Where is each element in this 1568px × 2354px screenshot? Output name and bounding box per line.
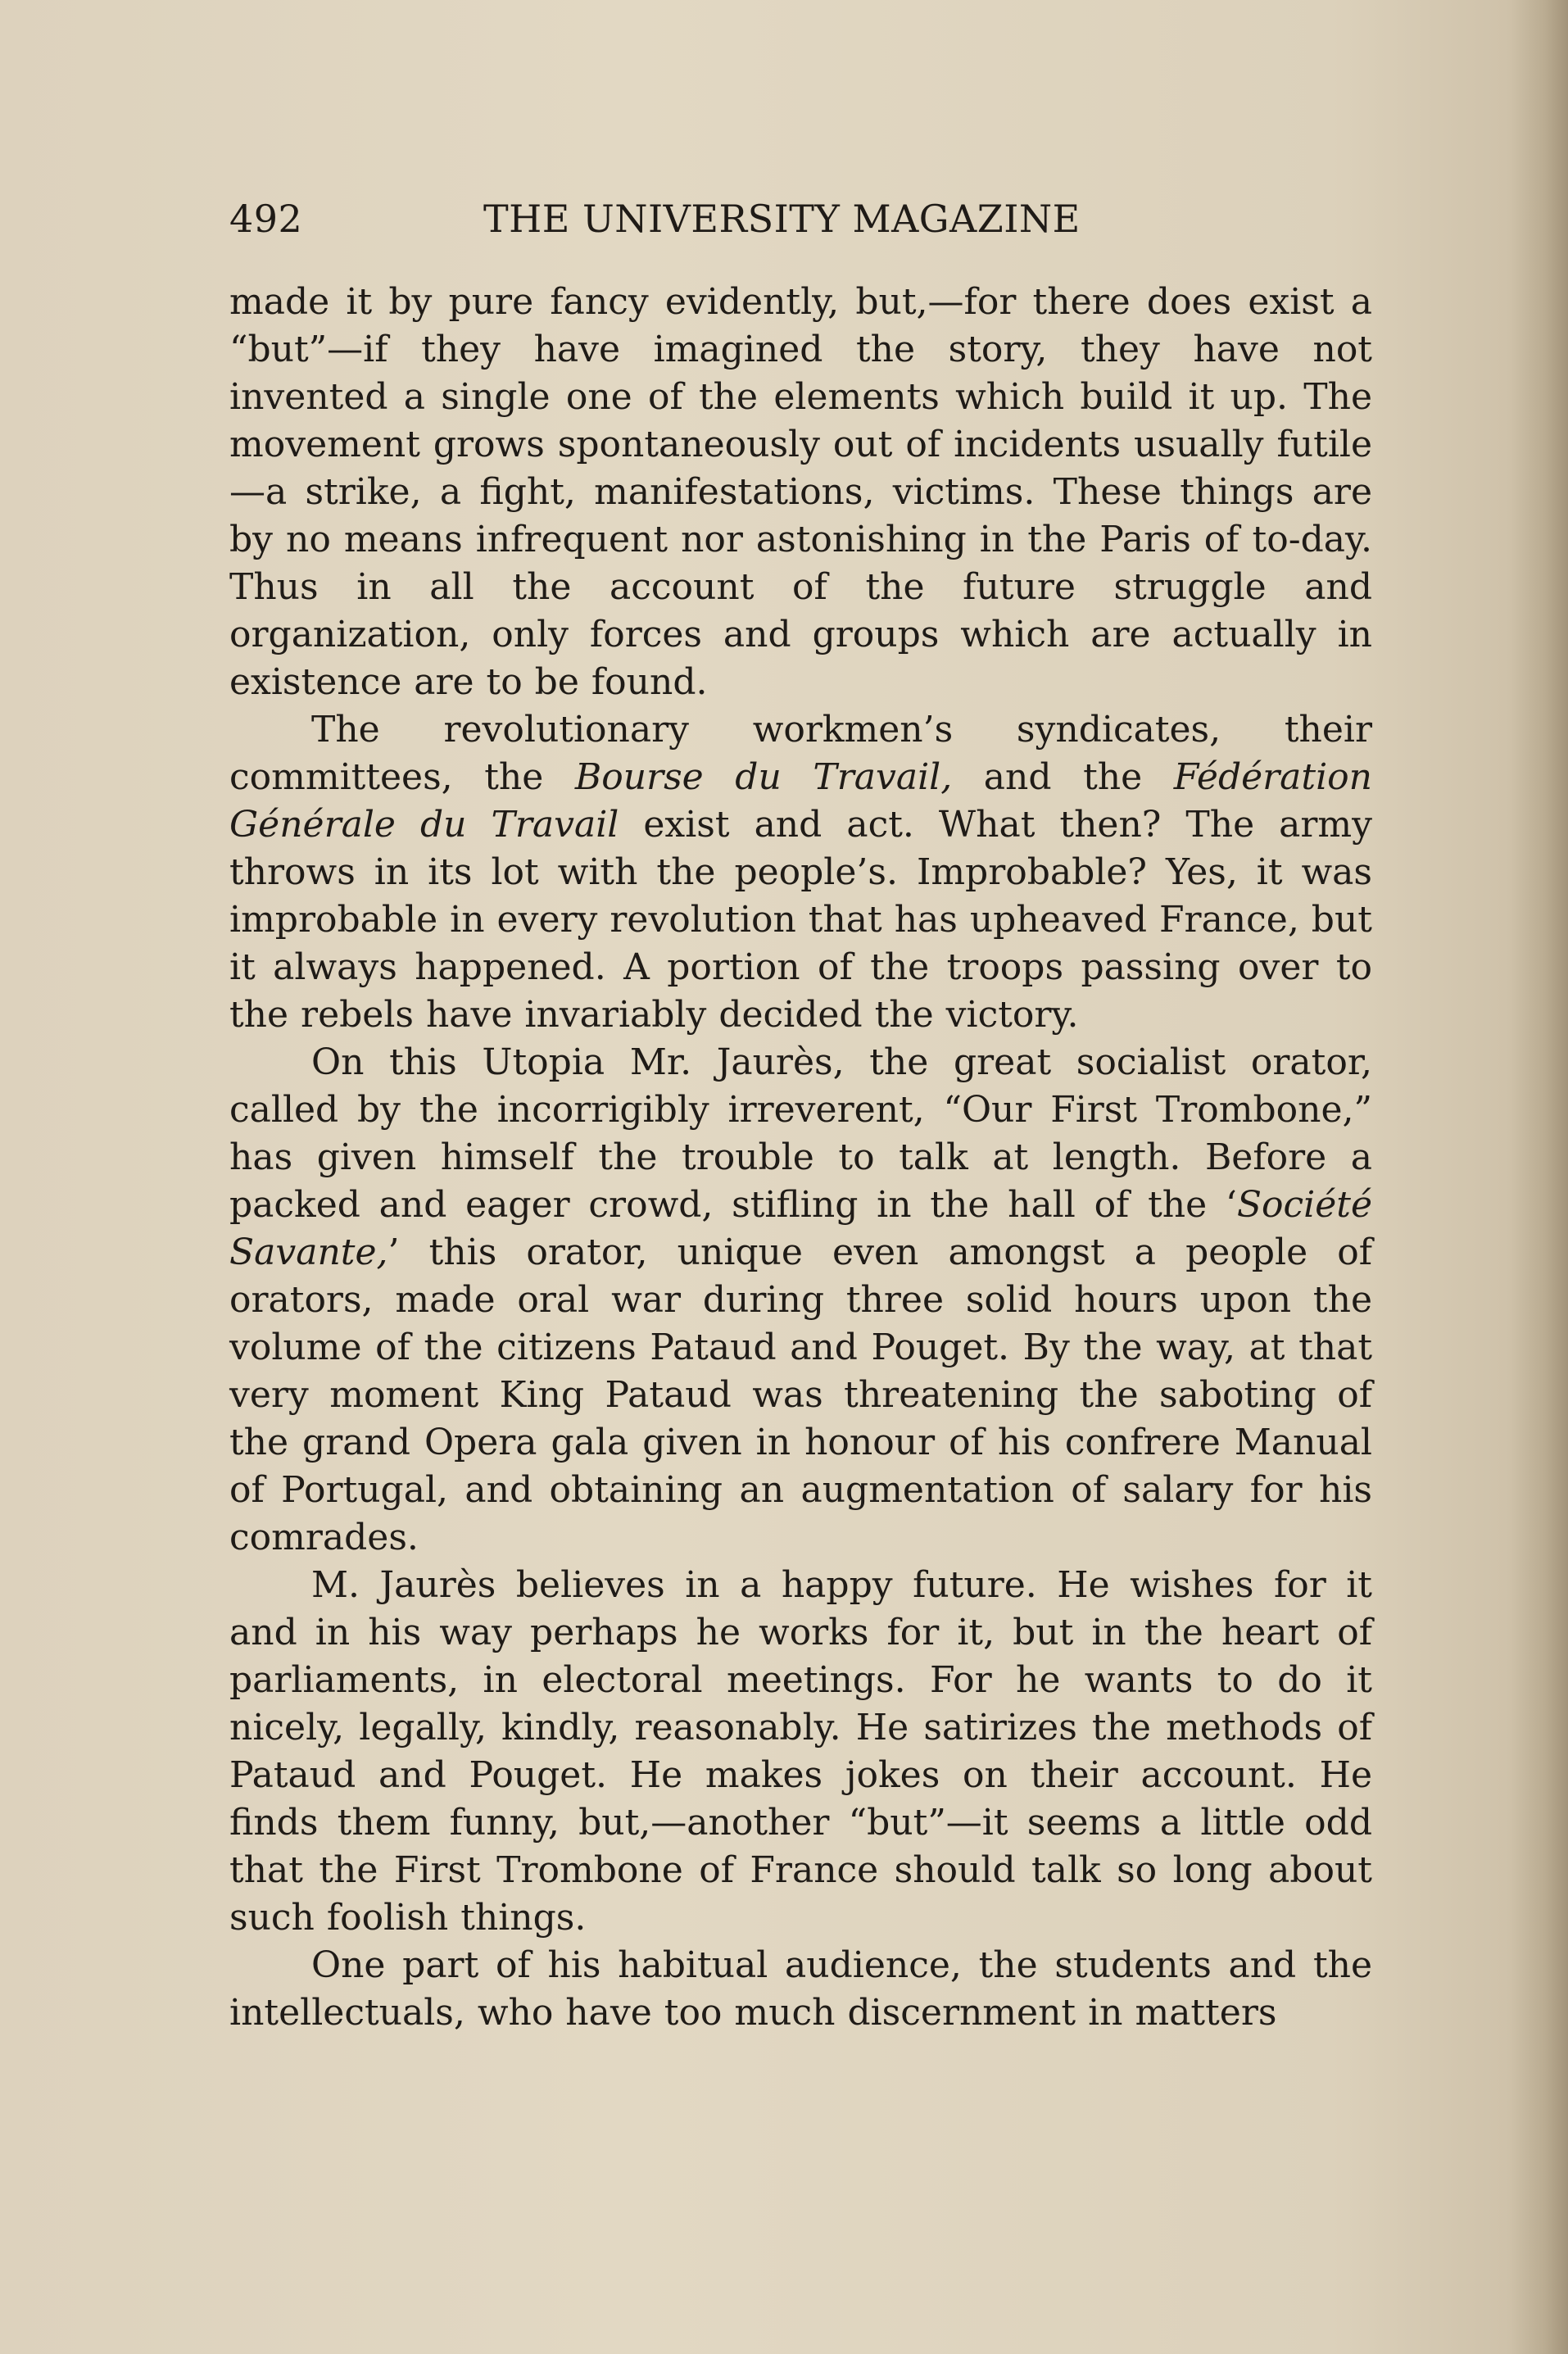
italic-phrase-bourse-du-travail: Bourse du Travail, <box>574 756 953 798</box>
paragraph-text: One part of his habitual audience, the students and the intellectuals, who have too much discernment in matters <box>229 1944 1372 2034</box>
paragraph-text: The revolutionary workmen’s syndicates, their committees, the <box>229 709 1372 798</box>
paragraph-2 <box>229 706 1372 1039</box>
page-number: 492 <box>229 197 303 241</box>
paragraph-text: and the <box>952 756 1174 798</box>
paragraph-text: exist and act. What then? The army throws in its lot with the people’s. Improbable? Yes, it was improbable in every revolution that has upheaved France, but it always happened. A portion of the troops passing over to the rebels have invariably decided the victory. <box>229 804 1373 1036</box>
paragraph-1 <box>229 279 1372 706</box>
running-title: THE UNIVERSITY MAGAZINE <box>483 197 1081 241</box>
paragraph-text: M. Jaurès believes in a happy future. He wishes for it and in his way perhaps he works for it, but in the heart of parliaments, in electoral meetings. For he wants to do it nicely, legally, kindly, reasonably. He satirizes the methods of Pataud and Pouget. He makes jokes on their account. He finds them funny, but,—another “but”—it seems a little odd that the First Trombone of France should talk so long about such foolish things. <box>229 1564 1372 1939</box>
paragraph-text: made it by pure fancy evidently, but,—for there does exist a “but”—if they have imagined the story, they have not invented a single one of the elements which build it up. The movement grows spontaneously out of incidents usually futile—a strike, a fight, manifestations, victims. These things are by no means infrequent nor astonishing in the Paris of to-day. Thus in all the account of the future struggle and organization, only forces and groups which are actually in existence are to be found. <box>229 281 1372 703</box>
page-edge-shadow <box>1511 0 1568 2354</box>
italic-phrase-federation-generale: Fédération Générale du Travail <box>229 756 1372 846</box>
paragraph-3 <box>229 1039 1372 1562</box>
paragraph-4 <box>229 1562 1372 1942</box>
book-page <box>229 197 1372 2037</box>
paragraph-5 <box>229 1942 1372 2037</box>
body-text <box>229 279 1372 2037</box>
paragraph-text: ’ this orator, unique even amongst a people of orators, made oral war during three solid hours upon the volume of the citizens Pataud and Pouget. By the way, at that very moment King Pataud was threatening the saboting of the grand Opera gala given in honour of his confrere Manual of Portugal, and obtaining an augmentation of salary for his comrades. <box>229 1231 1372 1558</box>
running-head <box>229 197 1372 254</box>
italic-phrase-societe-savante: Société Savante, <box>229 1184 1372 1273</box>
paragraph-text: On this Utopia Mr. Jaurès, the great socialist orator, called by the incorrigibly irreverent, “Our First Trombone,” has given himself the trouble to talk at length. Before a packed and eager crowd, stifling in the hall of the ‘ <box>229 1041 1372 1226</box>
